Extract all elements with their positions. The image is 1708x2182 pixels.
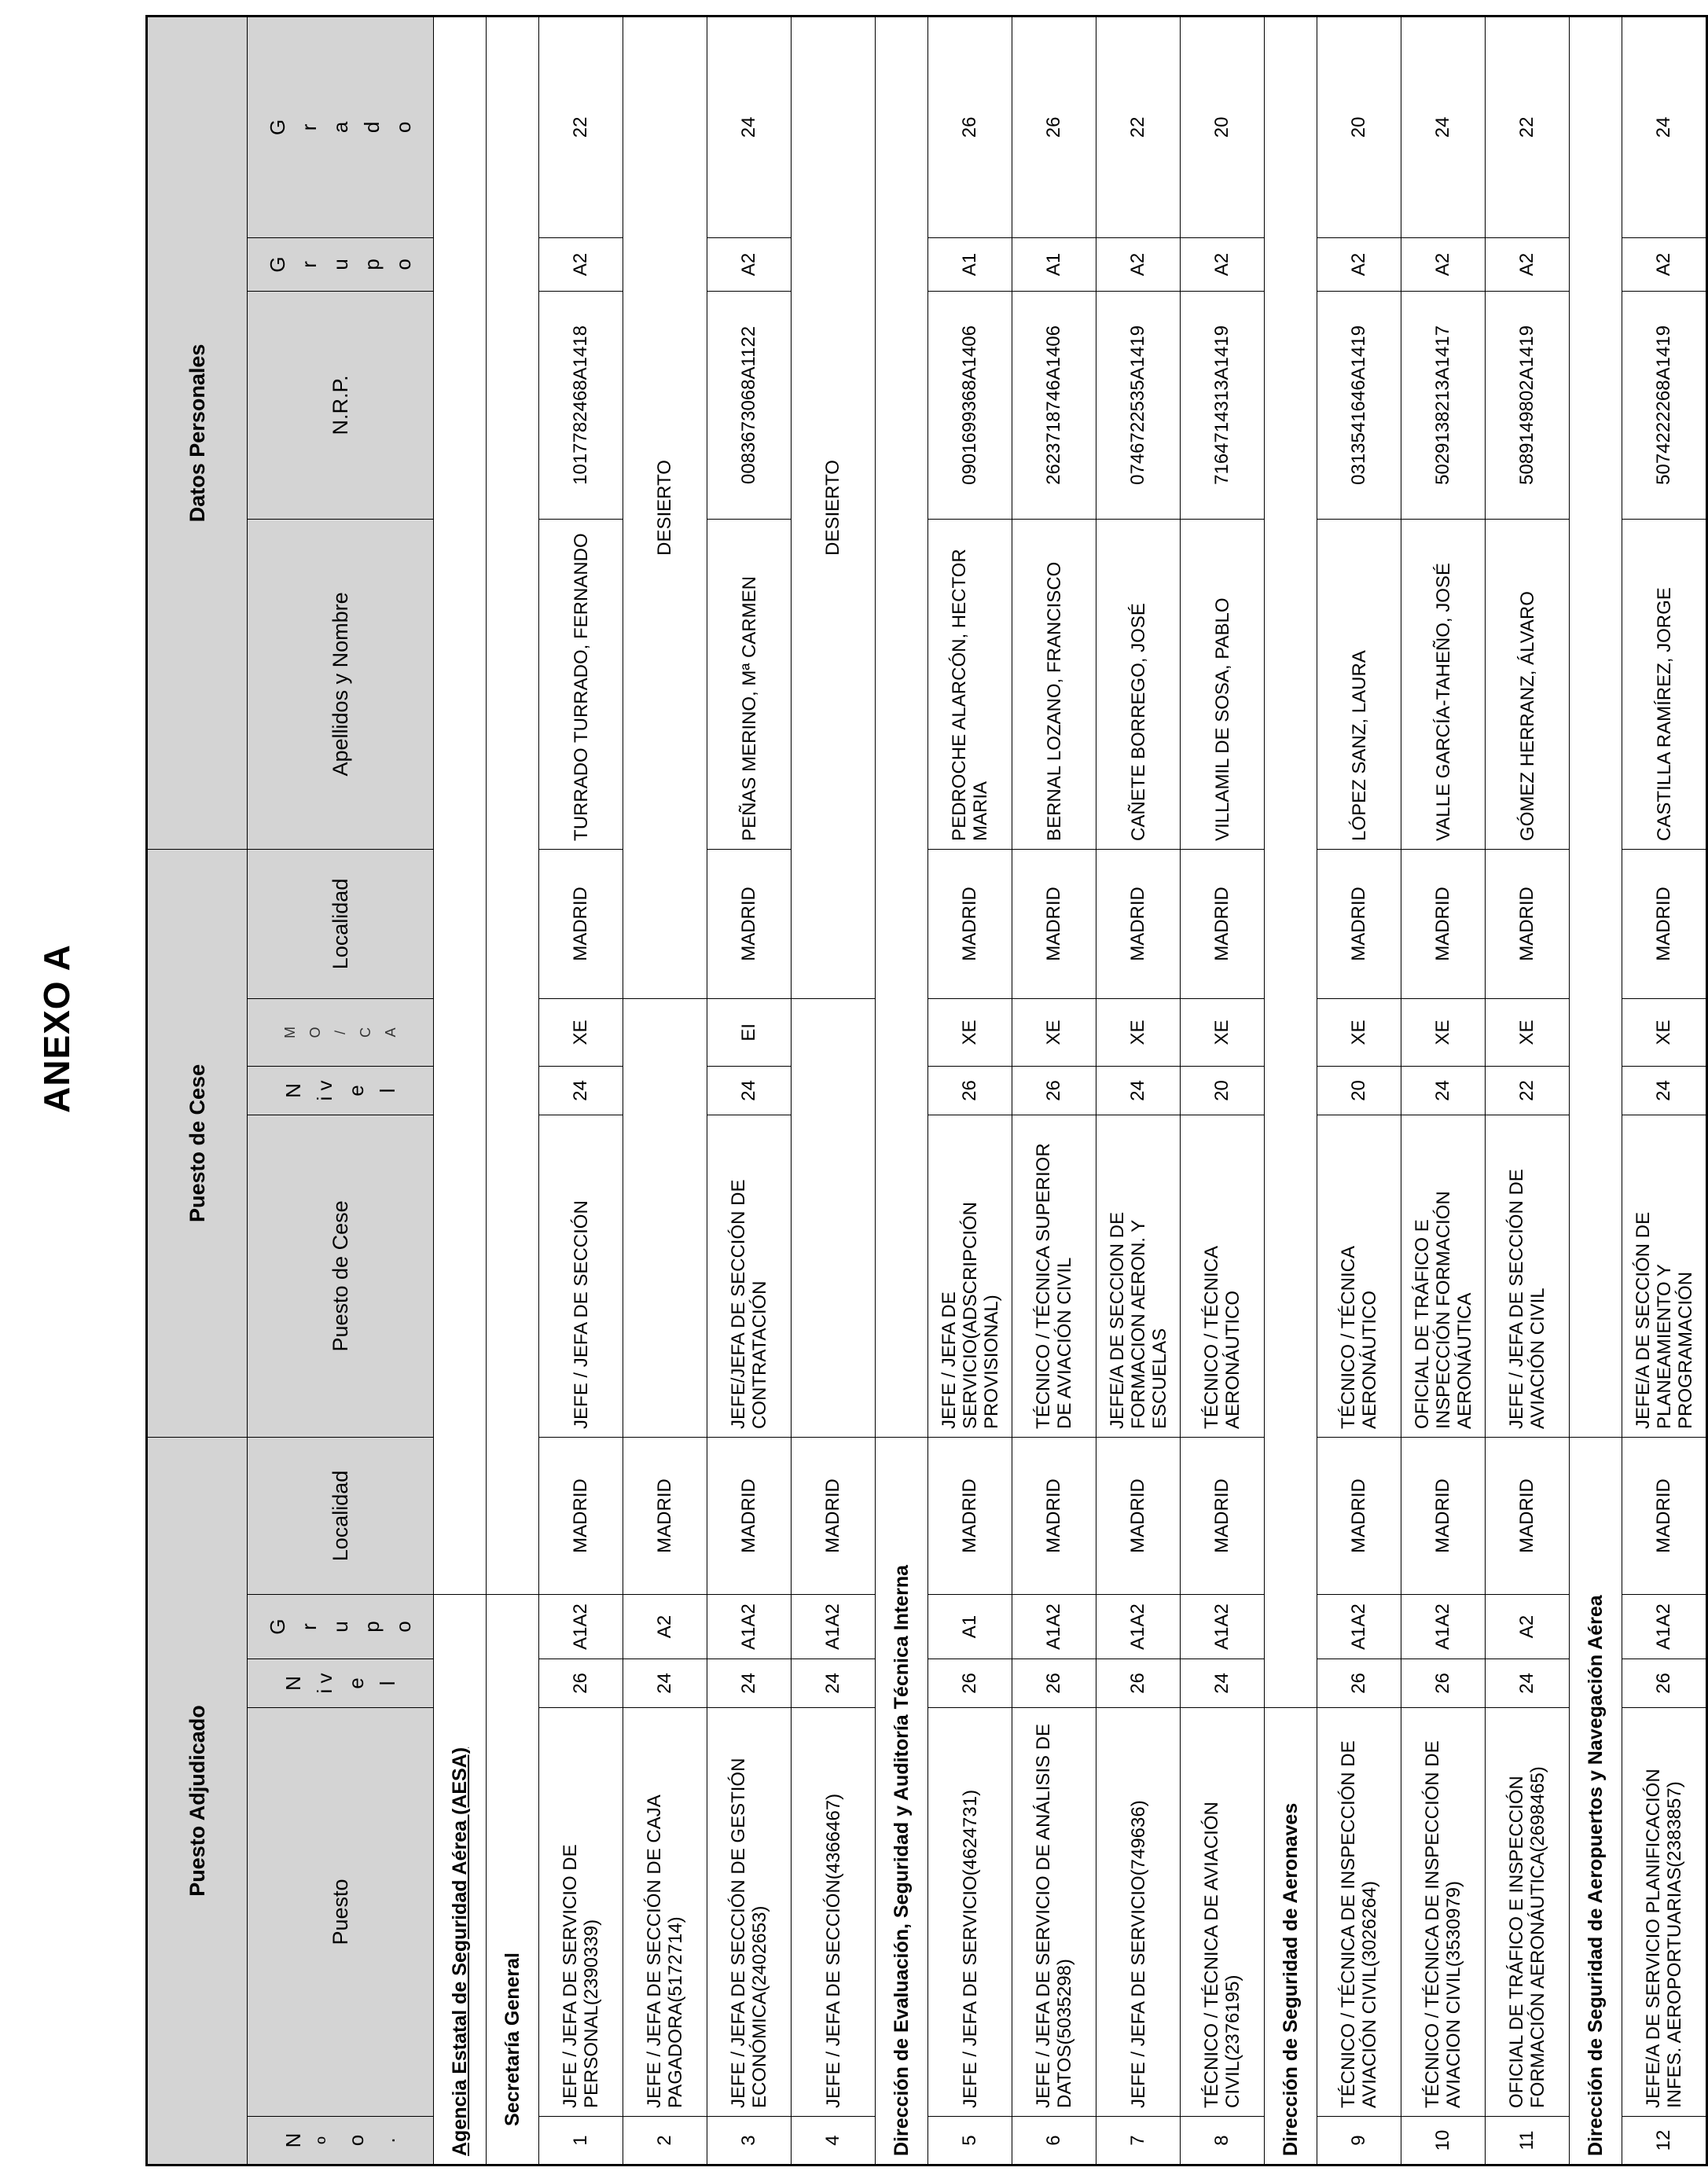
department-row xyxy=(487,16,539,2165)
grupo-cell: A2 xyxy=(1486,1595,1570,1659)
table-row xyxy=(707,16,792,2165)
localidad-cell: MADRID xyxy=(1317,1437,1401,1594)
grupo-cell: A1A2 xyxy=(1012,1595,1096,1659)
cese-localidad-cell: MADRID xyxy=(539,849,623,998)
cese-localidad-cell: MADRID xyxy=(1401,849,1486,998)
col-puesto: Puesto xyxy=(248,1708,434,2117)
table-row xyxy=(1622,16,1707,2165)
row-number: 6 xyxy=(1012,2117,1096,2165)
cese-mov-cell: EI xyxy=(707,998,792,1066)
department-row xyxy=(1570,16,1622,2165)
cese-mov-cell: XE xyxy=(1181,998,1265,1066)
cese-mov-cell: XE xyxy=(928,998,1012,1066)
puesto-cell: TÉCNICO / TÉCNICA DE INSPECCIÓN DE AVIACION CIVIL(3530979) xyxy=(1401,1708,1486,2117)
nivel-cell: 26 xyxy=(1317,1659,1401,1708)
cese-mov-cell: XE xyxy=(1622,998,1707,1066)
cese-puesto-cell: JEFE / JEFA DE SECCIÓN DE AVIACIÓN CIVIL xyxy=(1486,1115,1570,1437)
puesto-cell: JEFE / JEFA DE SECCIÓN DE GESTIÓN ECONÓMICA(2402653) xyxy=(707,1708,792,2117)
nrp-cell: 5089149802A1419 xyxy=(1486,291,1570,519)
localidad-cell: MADRID xyxy=(1181,1437,1265,1594)
dp-grado-cell: 24 xyxy=(1622,16,1707,237)
grupo-cell: A1A2 xyxy=(1622,1595,1707,1659)
cese-localidad-cell: MADRID xyxy=(928,849,1012,998)
table-row xyxy=(1181,16,1265,2165)
puesto-cell: JEFE / JEFA DE SERVICIO(749636) xyxy=(1096,1708,1181,2117)
puesto-cell: JEFE / JEFA DE SECCIÓN DE CAJA PAGADORA(5172714) xyxy=(623,1708,707,2117)
dp-grupo-cell: A2 xyxy=(1096,237,1181,291)
department-label: Dirección de Evaluación, Seguridad y Auditoría Técnica Interna xyxy=(876,1437,928,2165)
nombre-cell: BERNAL LOZANO, FRANCISCO xyxy=(1012,519,1096,849)
nombre-cell: GÓMEZ HERRANZ, ÁLVARO xyxy=(1486,519,1570,849)
nivel-cell: 26 xyxy=(1622,1659,1707,1708)
nivel-cell: 24 xyxy=(1181,1659,1265,1708)
grupo-cell: A1A2 xyxy=(1401,1595,1486,1659)
nivel-cell: 26 xyxy=(539,1659,623,1708)
nrp-cell: 0313541646A1419 xyxy=(1317,291,1401,519)
desierto-cell: DESIERTO xyxy=(623,16,707,998)
grupo-cell: A2 xyxy=(623,1595,707,1659)
localidad-cell: MADRID xyxy=(1096,1437,1181,1594)
nivel-cell: 26 xyxy=(1012,1659,1096,1708)
row-number: 9 xyxy=(1317,2117,1401,2165)
col-cese-mov: M O / C A xyxy=(248,998,434,1066)
row-number: 11 xyxy=(1486,2117,1570,2165)
cese-nivel-cell: 20 xyxy=(1181,1066,1265,1115)
dp-grupo-cell: A2 xyxy=(539,237,623,291)
table-row xyxy=(1096,16,1181,2165)
table-row xyxy=(1486,16,1570,2165)
localidad-cell: MADRID xyxy=(1622,1437,1707,1594)
nombre-cell: CAÑETE BORREGO, JOSÉ xyxy=(1096,519,1181,849)
row-number: 5 xyxy=(928,2117,1012,2165)
row-number: 2 xyxy=(623,2117,707,2165)
row-number: 12 xyxy=(1622,2117,1707,2165)
dp-grupo-cell: A2 xyxy=(1181,237,1265,291)
cese-mov-cell: XE xyxy=(539,998,623,1066)
cese-puesto-cell: JEFE / JEFA DE SECCIÓN xyxy=(539,1115,623,1437)
puesto-cell: TÉCNICO / TÉCNICA DE AVIACIÓN CIVIL(2376195) xyxy=(1181,1708,1265,2117)
cese-nivel-cell: 24 xyxy=(1401,1066,1486,1115)
table-row xyxy=(539,16,623,2165)
dp-grado-cell: 26 xyxy=(1012,16,1096,237)
localidad-cell: MADRID xyxy=(1012,1437,1096,1594)
puesto-cell: JEFE/A DE SERVICIO PLANIFICACIÓN INFES. AEROPORTUARIAS(2383857) xyxy=(1622,1708,1707,2117)
localidad-cell: MADRID xyxy=(1401,1437,1486,1594)
dp-grado-cell: 24 xyxy=(707,16,792,237)
nrp-cell: 0746722535A1419 xyxy=(1096,291,1181,519)
nivel-cell: 26 xyxy=(928,1659,1012,1708)
nrp-cell: 1017782468A1418 xyxy=(539,291,623,519)
localidad-cell: MADRID xyxy=(1486,1437,1570,1594)
dp-grado-cell: 20 xyxy=(1181,16,1265,237)
puesto-cell: JEFE / JEFA DE SERVICIO DE PERSONAL(2390339) xyxy=(539,1708,623,2117)
table-row xyxy=(792,16,876,2165)
department-row xyxy=(876,16,928,2165)
cese-puesto-cell: JEFE/JEFA DE SECCIÓN DE CONTRATACIÓN xyxy=(707,1115,792,1437)
dp-grupo-cell: A2 xyxy=(1622,237,1707,291)
nivel-cell: 26 xyxy=(1401,1659,1486,1708)
cese-mov-cell: XE xyxy=(1486,998,1570,1066)
col-apellidos-nombre: Apellidos y Nombre xyxy=(248,519,434,849)
header-puesto-adjudicado: Puesto Adjudicado xyxy=(147,1437,248,2165)
col-dp-grupo: G r u p o xyxy=(248,237,434,291)
dp-grupo-cell: A2 xyxy=(1401,237,1486,291)
nombre-cell: CASTILLA RAMÍREZ, JORGE xyxy=(1622,519,1707,849)
dp-grado-cell: 24 xyxy=(1401,16,1486,237)
localidad-cell: MADRID xyxy=(623,1437,707,1594)
grupo-cell: A1 xyxy=(928,1595,1012,1659)
puesto-cell: OFICIAL DE TRÁFICO E INSPECCIÓN FORMACIÓN AERONÁUTICA(2698465) xyxy=(1486,1708,1570,2117)
header-puesto-de-cese: Puesto de Cese xyxy=(147,849,248,1437)
organismo-label: Agencia Estatal de Seguridad Aérea (AESA) xyxy=(434,1595,487,2165)
cese-puesto-cell: JEFE/A DE SECCIÓN DE PLANEAMIENTO Y PROGRAMACIÓN xyxy=(1622,1115,1707,1437)
puesto-cell: JEFE / JEFA DE SECCIÓN(4366467) xyxy=(792,1708,876,2117)
grupo-cell: A1A2 xyxy=(539,1595,623,1659)
cese-puesto-cell: JEFE / JEFA DE SERVICIO(ADSCRIPCIÓN PROVISIONAL) xyxy=(928,1115,1012,1437)
col-nrp: N.R.P. xyxy=(248,291,434,519)
grupo-cell: A1A2 xyxy=(1181,1595,1265,1659)
cese-localidad-cell: MADRID xyxy=(1317,849,1401,998)
cese-localidad-cell: MADRID xyxy=(1181,849,1265,998)
localidad-cell: MADRID xyxy=(792,1437,876,1594)
nivel-cell: 24 xyxy=(1486,1659,1570,1708)
nivel-cell: 26 xyxy=(1096,1659,1181,1708)
cese-nivel-cell: 24 xyxy=(707,1066,792,1115)
row-number: 3 xyxy=(707,2117,792,2165)
cese-nivel-cell: 26 xyxy=(1012,1066,1096,1115)
nombre-cell: PEÑAS MERINO, Mª CARMEN xyxy=(707,519,792,849)
col-n-orden: N º o . xyxy=(248,2117,434,2165)
col-dp-grado: G r a d o xyxy=(248,16,434,237)
table-row xyxy=(1012,16,1096,2165)
nombre-cell: TURRADO TURRADO, FERNANDO xyxy=(539,519,623,849)
nivel-cell: 24 xyxy=(623,1659,707,1708)
page-title: ANEXO A xyxy=(36,944,77,1113)
dp-grado-cell: 20 xyxy=(1317,16,1401,237)
nrp-cell: 0083673068A1122 xyxy=(707,291,792,519)
cese-localidad-cell: MADRID xyxy=(707,849,792,998)
cese-nivel-cell: 22 xyxy=(1486,1066,1570,1115)
nrp-cell: 2623718746A1406 xyxy=(1012,291,1096,519)
grupo-cell: A1A2 xyxy=(792,1595,876,1659)
cese-puesto-cell: TÉCNICO / TÉCNICA AERONÁUTICO xyxy=(1181,1115,1265,1437)
table-row xyxy=(1317,16,1401,2165)
nivel-cell: 24 xyxy=(707,1659,792,1708)
cese-localidad-cell: MADRID xyxy=(1012,849,1096,998)
dp-grado-cell: 22 xyxy=(1096,16,1181,237)
header-datos-personales: Datos Personales xyxy=(147,16,248,849)
cese-localidad-cell: MADRID xyxy=(1096,849,1181,998)
organismo-row xyxy=(434,16,487,2165)
department-label: Dirección de Seguridad de Aeronaves xyxy=(1265,1708,1317,2165)
table-row xyxy=(928,16,1012,2165)
grupo-cell: A1A2 xyxy=(1317,1595,1401,1659)
nombre-cell: VALLE GARCÍA-TAHEÑO, JOSÉ xyxy=(1401,519,1486,849)
row-number: 4 xyxy=(792,2117,876,2165)
col-localidad: Localidad xyxy=(248,1437,434,1594)
nombre-cell: LÓPEZ SANZ, LAURA xyxy=(1317,519,1401,849)
nivel-cell: 24 xyxy=(792,1659,876,1708)
table-row xyxy=(1401,16,1486,2165)
localidad-cell: MADRID xyxy=(539,1437,623,1594)
cese-nivel-cell: 24 xyxy=(1096,1066,1181,1115)
puesto-cell: JEFE / JEFA DE SERVICIO DE ANÁLISIS DE DATOS(5035298) xyxy=(1012,1708,1096,2117)
grupo-cell: A1A2 xyxy=(1096,1595,1181,1659)
cese-nivel-cell: 24 xyxy=(539,1066,623,1115)
col-cese-localidad: Localidad xyxy=(248,849,434,998)
department-row xyxy=(1265,16,1317,2165)
cese-nivel-cell: 26 xyxy=(928,1066,1012,1115)
cese-puesto-cell: OFICIAL DE TRÁFICO E INSPECCIÓN FORMACIÓN AERONÁUTICA xyxy=(1401,1115,1486,1437)
dp-grado-cell: 22 xyxy=(1486,16,1570,237)
row-number: 10 xyxy=(1401,2117,1486,2165)
col-puesto-cese: Puesto de Cese xyxy=(248,1115,434,1437)
nrp-cell: 0901699368A1406 xyxy=(928,291,1012,519)
cese-localidad-cell: MADRID xyxy=(1486,849,1570,998)
grupo-cell: A1A2 xyxy=(707,1595,792,1659)
cese-mov-cell: XE xyxy=(1012,998,1096,1066)
dp-grupo-cell: A2 xyxy=(1486,237,1570,291)
cese-mov-cell: XE xyxy=(1317,998,1401,1066)
anexo-table xyxy=(145,15,1708,2166)
localidad-cell: MADRID xyxy=(707,1437,792,1594)
cese-localidad-cell: MADRID xyxy=(1622,849,1707,998)
cese-mov-cell: XE xyxy=(1096,998,1181,1066)
department-label: Secretaría General xyxy=(487,1595,539,2165)
department-label: Dirección de Seguridad de Aeropuertos y Navegación Aérea xyxy=(1570,1437,1622,2165)
nombre-cell: PEDROCHE ALARCÓN, HECTOR MARIA xyxy=(928,519,1012,849)
cese-puesto-cell: TÉCNICO / TÉCNICA SUPERIOR DE AVIACIÓN CIVIL xyxy=(1012,1115,1096,1437)
dp-grupo-cell: A2 xyxy=(1317,237,1401,291)
desierto-cell: DESIERTO xyxy=(792,16,876,998)
col-cese-nivel: N i v e l xyxy=(248,1066,434,1115)
nrp-cell: 5029138213A1417 xyxy=(1401,291,1486,519)
row-number: 8 xyxy=(1181,2117,1265,2165)
dp-grupo-cell: A1 xyxy=(928,237,1012,291)
nrp-cell: 7164714313A1419 xyxy=(1181,291,1265,519)
dp-grupo-cell: A1 xyxy=(1012,237,1096,291)
row-number: 1 xyxy=(539,2117,623,2165)
col-nivel: N i v e l xyxy=(248,1659,434,1708)
row-number: 7 xyxy=(1096,2117,1181,2165)
cese-nivel-cell: 24 xyxy=(1622,1066,1707,1115)
cese-mov-cell: XE xyxy=(1401,998,1486,1066)
dp-grado-cell: 26 xyxy=(928,16,1012,237)
puesto-cell: TÉCNICO / TÉCNICA DE INSPECCIÓN DE AVIACIÓN CIVIL(3026264) xyxy=(1317,1708,1401,2117)
cese-nivel-cell: 20 xyxy=(1317,1066,1401,1115)
dp-grado-cell: 22 xyxy=(539,16,623,237)
puesto-cell: JEFE / JEFA DE SERVICIO(4624731) xyxy=(928,1708,1012,2117)
dp-grupo-cell: A2 xyxy=(707,237,792,291)
cese-puesto-cell: TÉCNICO / TÉCNICA AERONÁUTICO xyxy=(1317,1115,1401,1437)
nrp-cell: 5074222268A1419 xyxy=(1622,291,1707,519)
table-row xyxy=(623,16,707,2165)
col-grupo: G r u p o xyxy=(248,1595,434,1659)
nombre-cell: VILLAMIL DE SOSA, PABLO xyxy=(1181,519,1265,849)
cese-puesto-cell: JEFE/A DE SECCION DE FORMACION AERON. Y ESCUELAS xyxy=(1096,1115,1181,1437)
localidad-cell: MADRID xyxy=(928,1437,1012,1594)
